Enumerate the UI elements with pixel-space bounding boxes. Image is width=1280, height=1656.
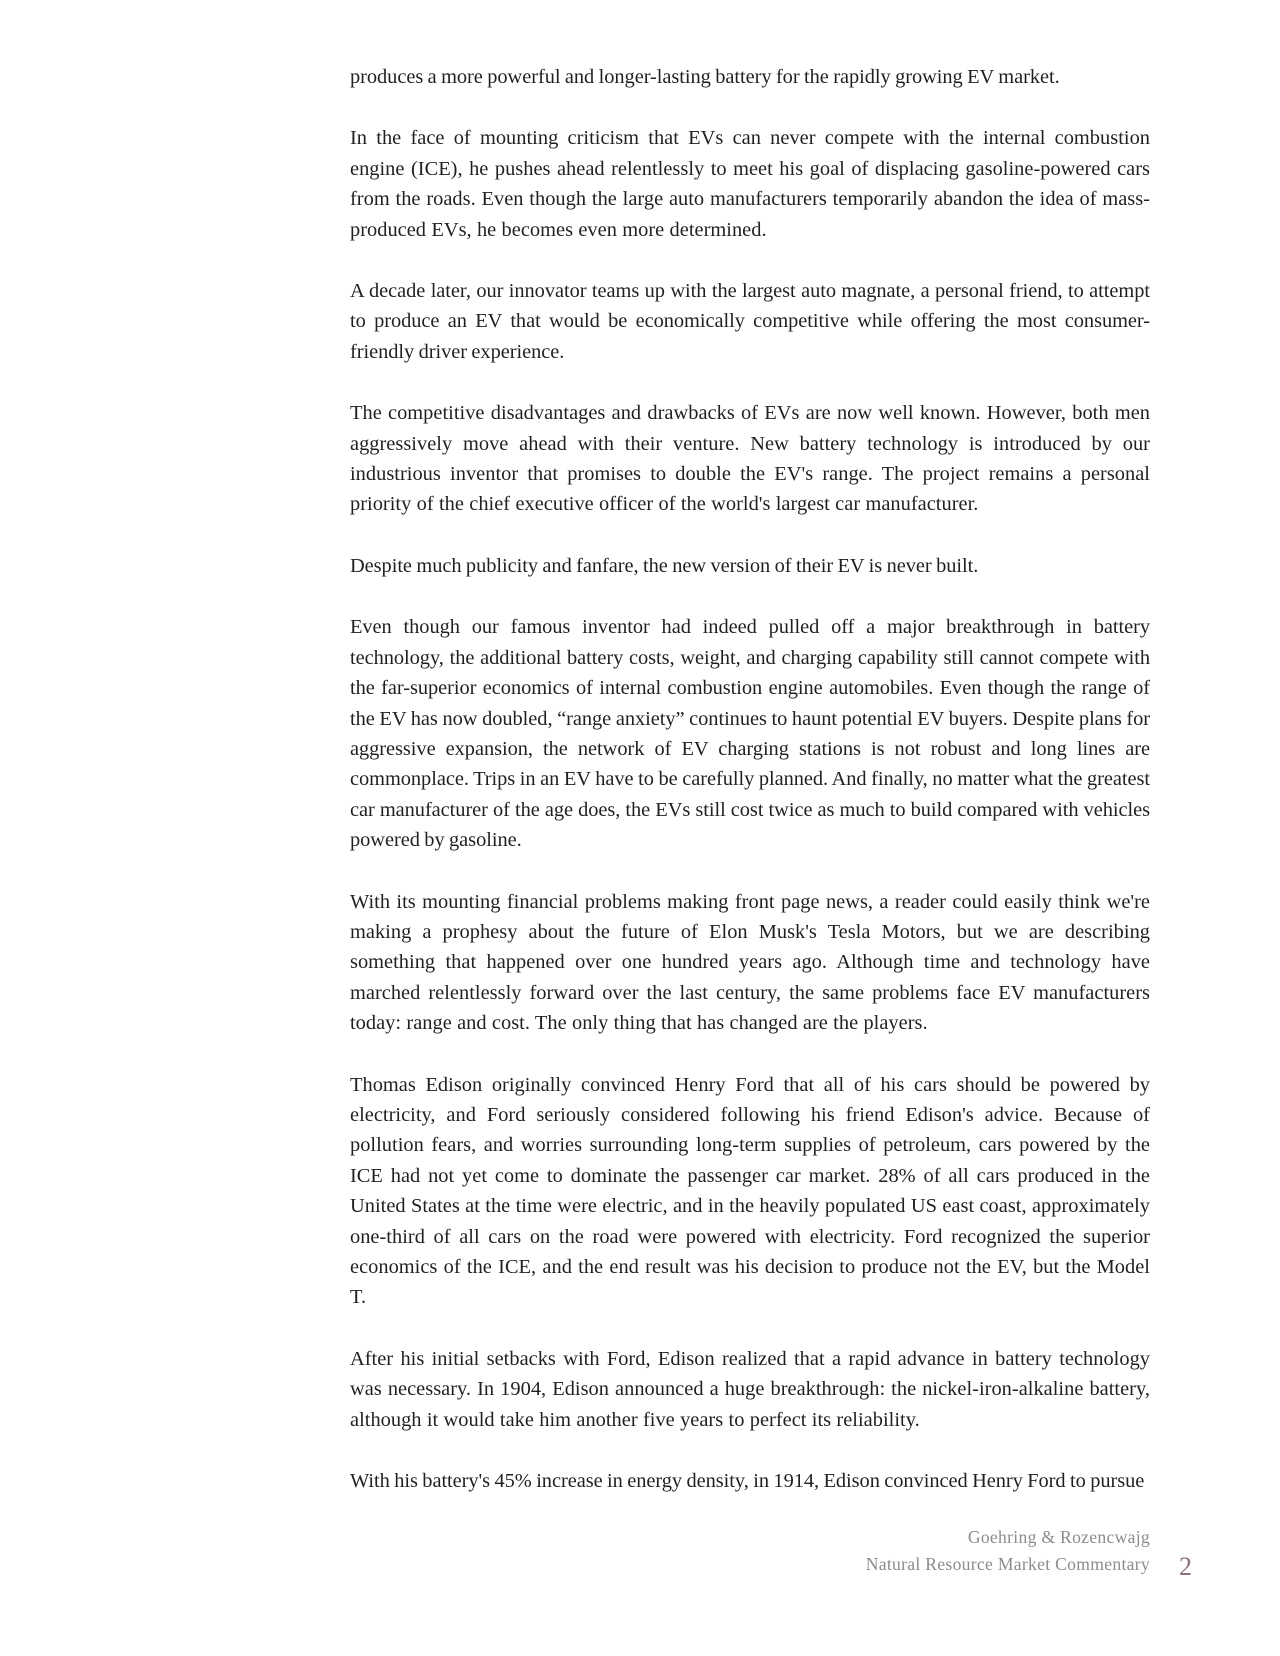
body-text-column — [350, 62, 1150, 1496]
paragraph: A decade later, our innovator teams up with the largest auto magnate, a personal friend, to attempt to produce an EV that would be economically competitive while offering the most consumer-friendly driver experience. — [350, 280, 1150, 363]
page-number: 2 — [1179, 1552, 1192, 1581]
paragraph: With its mounting financial problems making front page news, a reader could easily think we're making a prophesy about the future of Elon Musk's Tesla Motors, but we are describing something that happened over one hundred years ago. Although time and technology have marched relentlessly forward over the last century, the same problems face EV manufacturers today: range and cost. The only thing that has changed are the players. — [350, 890, 1150, 1035]
paragraph: With his battery's 45% increase in energy density, in 1914, Edison convinced Henry Ford to pursue — [350, 1470, 1145, 1493]
page-footer — [590, 1524, 1150, 1578]
paragraph: Despite much publicity and fanfare, the new version of their EV is never built. — [350, 554, 979, 577]
paragraph: Thomas Edison originally convinced Henry Ford that all of his cars should be powered by electricity, and Ford seriously considered following his friend Edison's advice. Because of pollution fears, and worries surrounding long-term supplies of petroleum, cars powered by the ICE had not yet come to dominate the passenger car market. 28% of all cars produced in the United States at the time were electric, and in the heavily populated US east coast, approximately one-third of all cars on the road were powered with electricity. Ford recognized the superior economics of the ICE, and the end result was his decision to produce not the EV, but the Model T. — [350, 1073, 1150, 1309]
paragraph: Even though our famous inventor had indeed pulled off a major breakthrough in battery technology, the additional battery costs, weight, and charging capability still cannot compete with the far-superior economics of internal combustion engine automobiles. Even though the range of the EV has now doubled, “range anxiety” continues to haunt potential EV buyers. Despite plans for aggressive expansion, the network of EV charging stations is not robust and long lines are commonplace. Trips in an EV have to be carefully planned. And finally, no matter what the greatest car manufacturer of the age does, the EVs still cost twice as much to build compared with vehicles powered by gasoline. — [350, 616, 1150, 852]
paragraph: After his initial setbacks with Ford, Edison realized that a rapid advance in battery technology was necessary. In 1904, Edison announced a huge breakthrough: the nickel-iron-alkaline battery, although it would take him another five years to perfect its reliability. — [350, 1347, 1150, 1431]
footer-company: Goehring & Rozencwajg — [967, 1527, 1150, 1547]
paragraph: The competitive disadvantages and drawbacks of EVs are now well known. However, both men aggressively move ahead with their venture. New battery technology is introduced by our industrious inventor that promises to double the EV's range. The project remains a personal priority of the chief executive officer of the world's largest car manufacturer. — [350, 402, 1150, 516]
paragraph: In the face of mounting criticism that EVs can never compete with the internal combustion engine (ICE), he pushes ahead relentlessly to meet his goal of displacing gasoline-powered cars from the roads. Even though the large auto manufacturers temporarily abandon the idea of mass-produced EVs, he becomes even more determined. — [350, 127, 1150, 241]
footer-publication: Natural Resource Market Commentary — [865, 1554, 1150, 1574]
paragraph: produces a more powerful and longer-lasting battery for the rapidly growing EV market. — [350, 66, 1060, 88]
